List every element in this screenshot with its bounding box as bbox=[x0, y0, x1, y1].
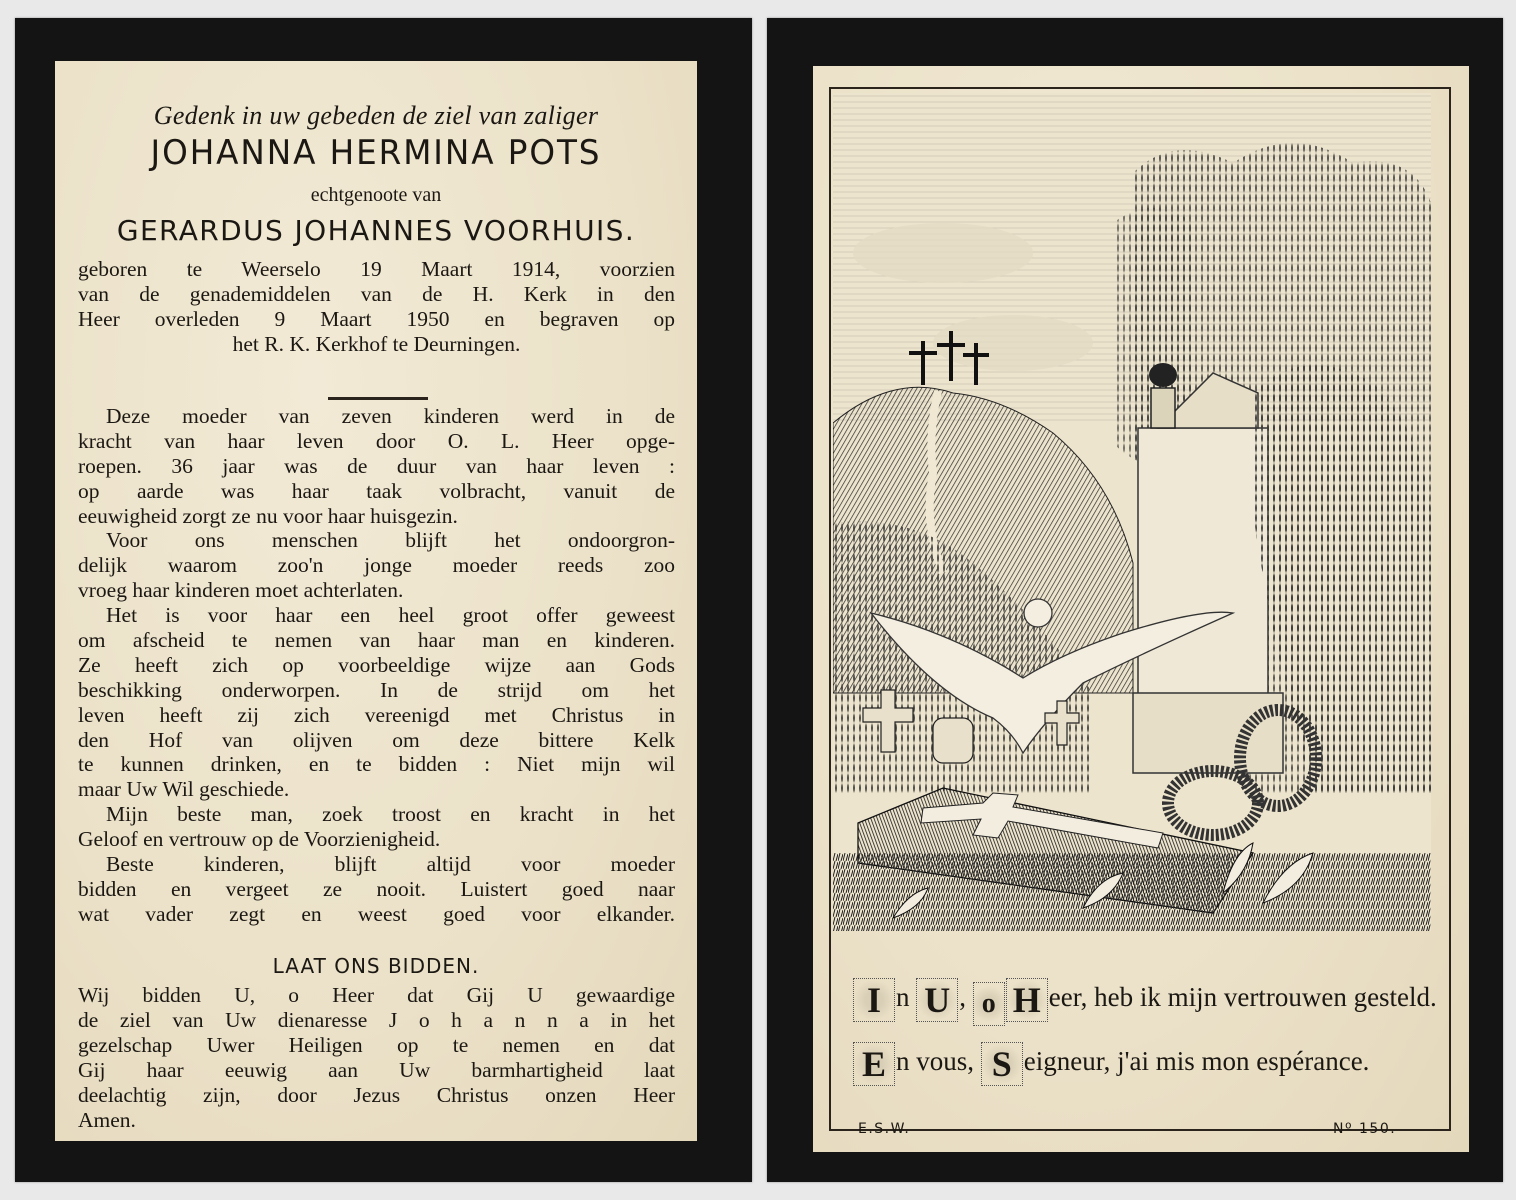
illuminated-initial: U bbox=[916, 978, 958, 1022]
prayer-line: de ziel van Uw dienaresse J o h a n n a in het bbox=[78, 1008, 675, 1032]
bio-line: Heer overleden 9 Maart 1950 en begraven op bbox=[78, 307, 675, 331]
prayer-line: gezelschap Uwer Heiligen op te nemen en dat bbox=[78, 1033, 675, 1057]
cemetery-engraving bbox=[833, 93, 1431, 931]
body-line: Ze heeft zich op voorbeeldige wijze aan Gods bbox=[78, 652, 675, 677]
body-line: op aarde was haar taak volbracht, vanuit de bbox=[78, 478, 675, 503]
motto-text: n vous, bbox=[896, 1046, 975, 1076]
body-line: bidden en vergeet ze nooit. Luistert goed naar bbox=[78, 876, 675, 901]
cloud bbox=[853, 223, 1033, 283]
engraving-illustration bbox=[833, 93, 1431, 931]
spouse-name: GERARDUS JOHANNES VOORHUIS. bbox=[116, 214, 636, 247]
urn-pedestal bbox=[1151, 388, 1175, 428]
body-line: wat vader zegt en weest goed voor elkander. bbox=[78, 901, 675, 926]
illuminated-initial: H bbox=[1006, 978, 1048, 1022]
publisher-mark: E.S.W. bbox=[858, 1121, 911, 1137]
body-line: kracht van haar leven door O. L. Heer opge- bbox=[78, 428, 675, 453]
prayer-line: Gij haar eeuwig aan Uw barmhartigheid laat bbox=[78, 1058, 675, 1082]
body-line: Deze moeder van zeven kinderen werd in de bbox=[106, 404, 675, 428]
body-line: delijk waarom zoo'n jonge moeder reeds zoo bbox=[78, 553, 675, 578]
motto-text: n bbox=[896, 982, 910, 1012]
memorial-text bbox=[78, 404, 675, 927]
body-line: Het is voor haar een heel groot offer geweest bbox=[106, 603, 675, 628]
dove-head bbox=[1024, 599, 1052, 627]
deceased-name: JOHANNA HERMINA POTS bbox=[150, 133, 602, 173]
illuminated-initial: S bbox=[981, 1042, 1023, 1086]
intro-line: Gedenk in uw gebeden de ziel van zaliger bbox=[153, 101, 599, 130]
illuminated-initial: o bbox=[973, 982, 1005, 1026]
prayer-heading: LAAT ONS BIDDEN. bbox=[272, 954, 480, 978]
prayer-line: Amen. bbox=[78, 1108, 136, 1132]
spouse-label: echtgenoote van bbox=[310, 184, 442, 206]
body-line: Geloof en vertrouw op de Voorzienigheid. bbox=[78, 827, 441, 852]
monument-base bbox=[1133, 693, 1283, 773]
body-line: beschikking onderworpen. In de strijd om het bbox=[78, 677, 675, 702]
body-line: Mijn beste man, zoek troost en kracht in het bbox=[106, 802, 675, 827]
prayer-line: Wij bidden U, o Heer dat Gij U gewaardige bbox=[78, 983, 675, 1007]
illuminated-initial: E bbox=[853, 1042, 895, 1086]
motto-text: eer, heb ik mijn vertrouwen gesteld. bbox=[1048, 982, 1437, 1012]
body-line: roepen. 36 jaar was de duur van haar leven : bbox=[78, 453, 675, 478]
motto-text: , bbox=[959, 982, 966, 1012]
body-line: te kunnen drinken, en te bidden : Niet mijn wil bbox=[78, 752, 675, 777]
prayer-line: deelachtig zijn, door Jezus Christus onzen Heer bbox=[78, 1083, 675, 1107]
biography bbox=[78, 257, 675, 357]
body-line: den Hof van olijven om deze bittere Kelk bbox=[78, 727, 675, 752]
urn bbox=[1149, 363, 1177, 387]
right-card-frame bbox=[767, 18, 1503, 1182]
illuminated-initial: I bbox=[853, 978, 895, 1022]
body-line: vroeg haar kinderen moet achterlaten. bbox=[78, 578, 404, 603]
left-card-paper bbox=[55, 61, 697, 1141]
bio-line: van de genademiddelen van de H. Kerk in den bbox=[78, 282, 675, 306]
body-line: eeuwigheid zorgt ze nu voor haar huisgezin. bbox=[78, 503, 458, 528]
left-card-frame bbox=[15, 18, 752, 1182]
body-line: leven heeft zij zich vereenigd met Christus in bbox=[78, 702, 675, 727]
body-line: Beste kinderen, blijft altijd voor moeder bbox=[106, 852, 675, 877]
bio-line: geboren te Weerselo 19 Maart 1914, voorzien bbox=[78, 257, 675, 281]
right-card-paper bbox=[813, 66, 1469, 1152]
body-line: om afscheid te nemen van haar man en kinderen. bbox=[78, 628, 675, 653]
bio-line: het R. K. Kerkhof te Deurningen. bbox=[232, 332, 521, 356]
body-line: maar Uw Wil geschiede. bbox=[78, 777, 290, 802]
motto-text: eigneur, j'ai mis mon espérance. bbox=[1023, 1046, 1370, 1076]
separator-rule bbox=[328, 397, 428, 400]
motto-dutch bbox=[853, 978, 1449, 1026]
body-line: Voor ons menschen blijft het ondoorgron- bbox=[106, 528, 675, 553]
card-number: Nº 150. bbox=[1333, 1121, 1397, 1137]
motto-french bbox=[853, 1042, 1449, 1086]
prayer-text bbox=[78, 983, 675, 1133]
